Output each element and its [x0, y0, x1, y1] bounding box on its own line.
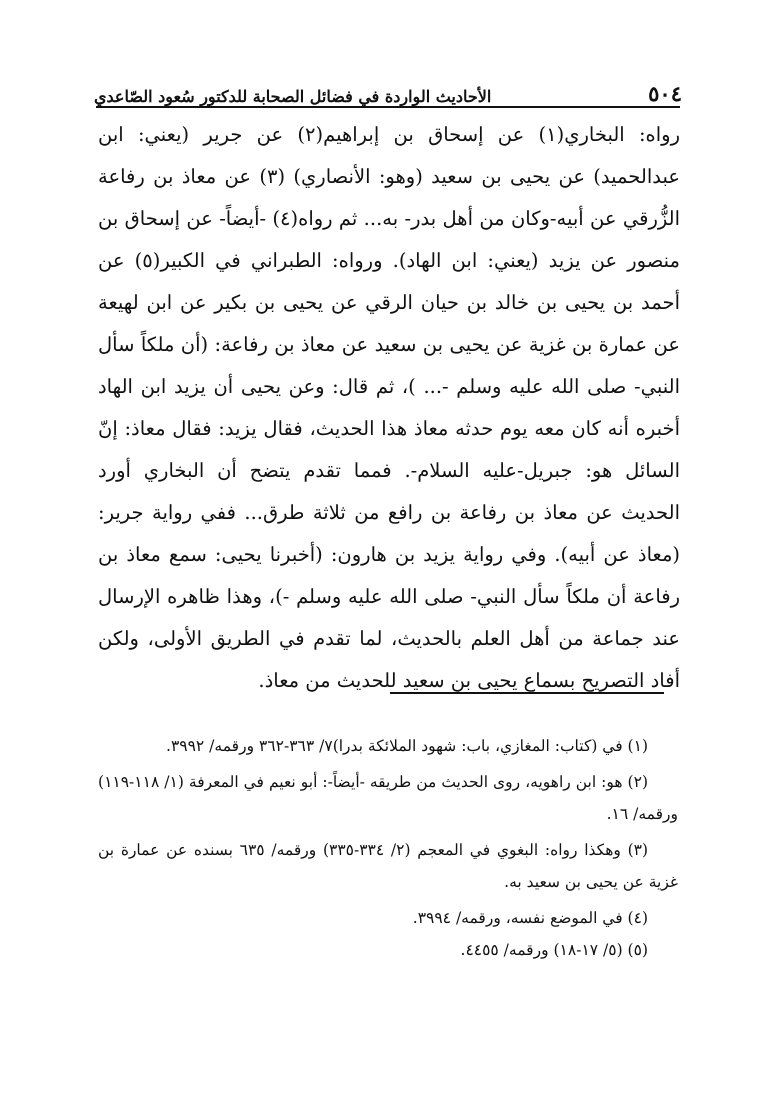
footnote-2: (٢) هو: ابن راهويه، روى الحديث من طريقه -أيضاً-: أبو نعيم في المعرفة (١/ ١١٨-١١٩) ورقمه/ ١٦. — [98, 773, 678, 823]
footnote-5: (٥) (٥/ ١٧-١٨) ورقمه/ ٤٤٥٥. — [460, 941, 648, 959]
body-paragraph: رواه: البخاري(١) عن إسحاق بن إبراهيم(٢) عن جرير (يعني: ابن عبدالحميد) عن يحيى بن سعيد (وهو: الأنصاري) (٣) عن معاذ بن رفاعة الزُّرقي عن أبيه-وكان من أهل بدر- به... ثم رواه(٤) -أيضاً- عن إسحاق بن منصور عن يزيد (يعني: ابن الهاد). ورواه: الطبراني في الكبير(٥) عن أحمد بن يحيى بن خالد بن حيان الرقي عن يحيى بن بكير عن ابن لهيعة عن عمارة بن غزية عن يحيى بن سعيد عن معاذ بن رفاعة: (أن ملكاً سأل النبي- صلى الله عليه وسلم -... )، ثم قال: وعن يحيى أن يزيد ابن الهاد أخبره أنه كان معه يوم حدثه معاذ هذا الحديث، فقال يزيد: فقال معاذ: إنّ السائل هو: جبريل-عليه السلام-. فمما تقدم يتضح أن البخاري أورد الحديث عن معاذ بن رفاعة بن رافع من ثلاثة طرق... ففي رواية جرير: (معاذ عن أبيه). وفي رواية يزيد بن هارون: (أخبرنا يحيى: سمع معاذ بن رفاعة أن ملكاً سأل النبي- صلى الله عليه وسلم -)، وهذا ظاهره الإرسال عند جماعة من أهل العلم بالحديث، لما تقدم في الطريق الأولى، ولكن أفاد التصريح بسماع يحيى بن سعيد للحديث من معاذ. — [98, 123, 680, 692]
footnote-1: (١) في (كتاب: المغازي، باب: شهود الملائكة بدرا)٧/ ٣٦٣-٣٦٢ ورقمه/ ٣٩٩٢. — [166, 737, 648, 755]
page-header — [92, 66, 682, 106]
footnotes — [98, 730, 678, 990]
footnote-3: (٣) وهكذا رواه: البغوي في المعجم (٢/ ٣٣٤-٣٣٥) ورقمه/ ٦٣٥ بسنده عن عمارة بن غزية عن يحيى بن سعيد به. — [98, 841, 678, 891]
footnote-4: (٤) في الموضع نفسه، ورقمه/ ٣٩٩٤. — [412, 909, 648, 927]
footnote-separator — [390, 692, 664, 694]
header-rule — [96, 106, 680, 108]
running-title: الأحاديث الواردة في فضائل الصحابة للدكتور سُعود الصّاعدي — [94, 87, 492, 106]
body-text — [98, 114, 680, 692]
page-number: ٥٠٤ — [648, 81, 682, 106]
